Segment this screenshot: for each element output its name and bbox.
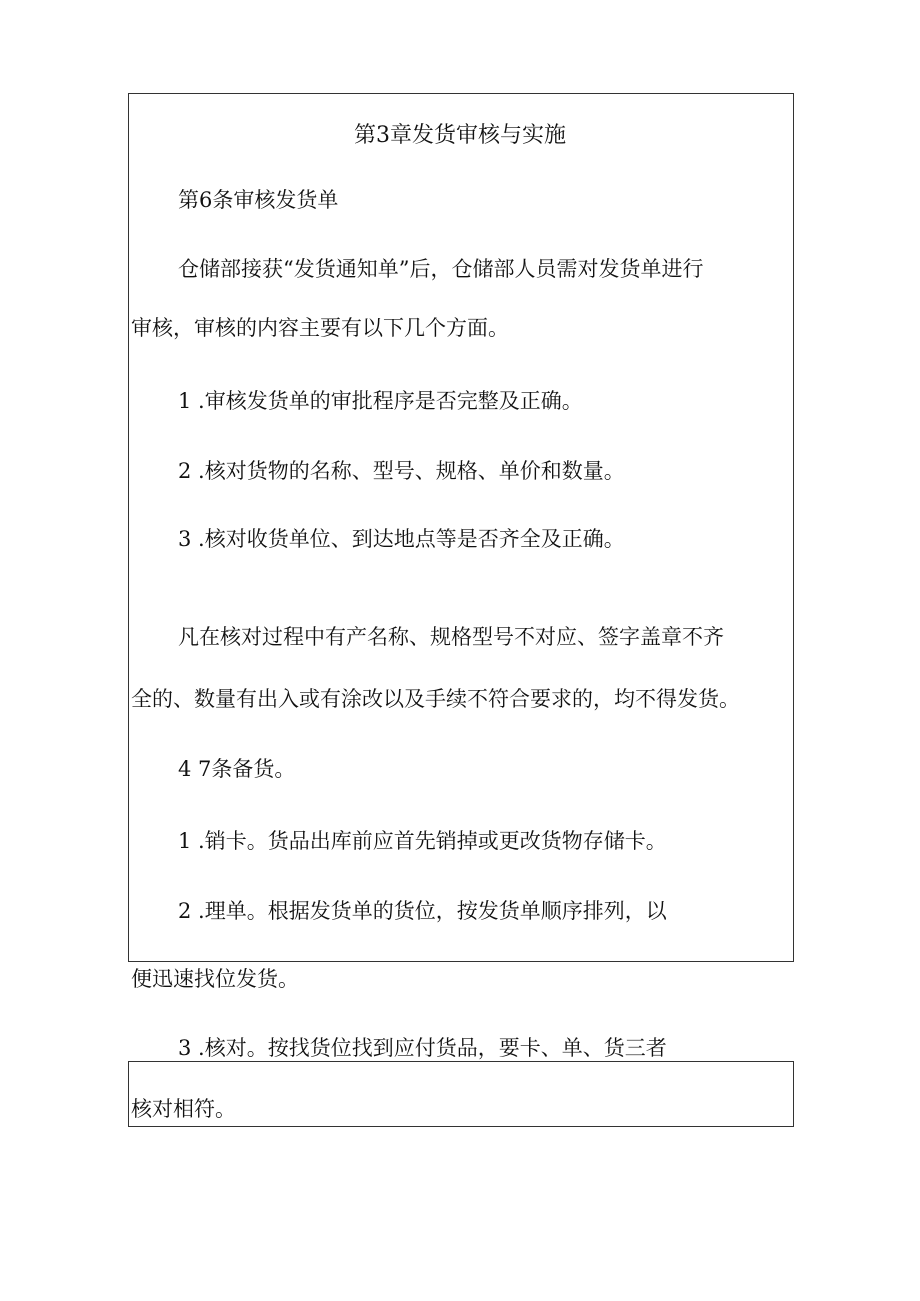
step-3-line-2: 核对相符。 bbox=[131, 1097, 236, 1121]
step-3-line-1: 3 .核对。按找货位找到应付货品，要卡、单、货三者 bbox=[178, 1036, 667, 1060]
article7-heading: 4 7条备货。 bbox=[178, 757, 296, 781]
paragraph-1-line-2: 审核，审核的内容主要有以下几个方面。 bbox=[131, 316, 509, 340]
list-item-3: 3 .核对收货单位、到达地点等是否齐全及正确。 bbox=[178, 527, 625, 551]
step-1: 1 .销卡。货品出库前应首先销掉或更改货物存储卡。 bbox=[178, 829, 667, 853]
chapter-title: 第3章发货审核与实施 bbox=[354, 123, 566, 148]
article6-heading: 第6条审核发货单 bbox=[178, 188, 339, 212]
paragraph-2-line-1: 凡在核对过程中有产名称、规格型号不对应、签字盖章不齐 bbox=[178, 625, 724, 649]
step-2-line-2: 便迅速找位发货。 bbox=[131, 967, 299, 991]
list-item-2: 2 .核对货物的名称、型号、规格、单价和数量。 bbox=[178, 459, 625, 483]
paragraph-2-line-2: 全的、数量有出入或有涂改以及手续不符合要求的，均不得发货。 bbox=[131, 687, 740, 711]
list-item-1: 1 .审核发货单的审批程序是否完整及正确。 bbox=[178, 389, 583, 413]
paragraph-1-line-1: 仓储部接获“发货通知单”后，仓储部人员需对发货单进行 bbox=[178, 257, 704, 281]
step-2-line-1: 2 .理单。根据发货单的货位，按发货单顺序排列，以 bbox=[178, 899, 667, 923]
